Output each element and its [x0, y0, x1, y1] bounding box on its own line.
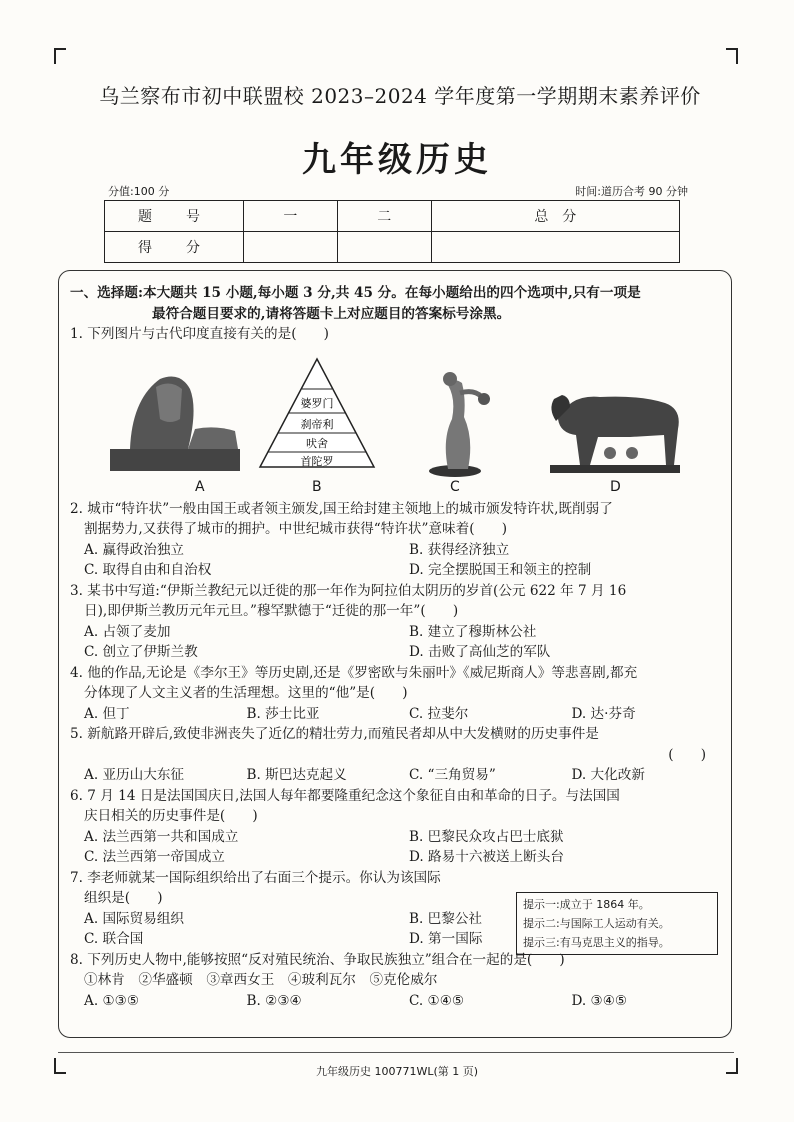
question-5-options — [70, 765, 720, 786]
question-2-option-b: B. 获得经济独立 — [409, 541, 510, 558]
question-8-text: 8. 下列历史人物中,能够按照“反对殖民统治、争取民族独立”组合在一起的是( ) — [70, 951, 565, 968]
question-1-text: 1. 下列图片与古代印度直接有关的是( ) — [70, 326, 329, 342]
question-7-hint-box — [516, 892, 718, 955]
she-wolf-image — [550, 395, 680, 473]
score-cell-part1 — [244, 232, 338, 263]
question-3-text-line1: 3. 某书中写道:“伊斯兰教纪元以迁徙的那一年作为阿拉伯太阴历的岁首(公元 622 年 7 月 16 — [70, 582, 627, 599]
question-8-option-c: C. ①④⑤ — [409, 992, 465, 1009]
hint-3: 提示三:有马克思主义的指导。 — [523, 936, 670, 949]
question-6-option-c: C. 法兰西第一帝国成立 — [84, 849, 225, 865]
footer-divider — [58, 1052, 734, 1053]
hint-2: 提示二:与国际工人运动有关。 — [523, 917, 670, 930]
time-note: 时间:道历合考 90 分钟 — [575, 185, 688, 198]
question-7-option-d: D. 第一国际 — [409, 931, 483, 947]
question-8-people: ①林肯 ②华盛顿 ③章西女王 ④玻利瓦尔 ⑤克伦威尔 — [84, 972, 438, 988]
question-6-option-a: A. 法兰西第一共和国成立 — [84, 828, 239, 845]
question-2-options — [70, 540, 720, 581]
question-5-text: 5. 新航路开辟后,致使非洲丧失了近亿的精壮劳力,而殖民者却从中大发横财的历史事件是 — [70, 726, 599, 742]
question-7-option-c: C. 联合国 — [84, 931, 144, 947]
question-1-figures — [70, 349, 720, 499]
question-6-options — [70, 827, 720, 868]
question-8-options — [70, 991, 720, 1012]
section-1-heading-line1: 一、选择题:本大题共 15 小题,每小题 3 分,共 45 分。在每小题给出的四个选项中,只有一项是 — [70, 285, 641, 301]
section-1-heading — [70, 283, 720, 324]
question-8-option-b: B. ②③④ — [246, 992, 302, 1009]
question-3-option-c: C. 创立了伊斯兰教 — [84, 644, 198, 660]
question-5-option-a: A. 亚历山大东征 — [84, 767, 185, 783]
question-8 — [70, 950, 720, 1012]
question-8-option-a: A. ①③⑤ — [84, 992, 140, 1009]
pyramid-level-1: 婆罗门 — [300, 396, 334, 410]
question-7-text-line1: 7. 李老师就某一国际组织给出了右面三个提示。你认为该国际 — [70, 869, 441, 886]
question-6-option-b: B. 巴黎民众攻占巴士底狱 — [409, 828, 564, 845]
question-4-option-c: C. 拉斐尔 — [409, 705, 469, 722]
question-4-text-line1: 4. 他的作品,无论是《李尔王》等历史剧,还是《罗密欧与朱丽叶》《威尼斯商人》等悲喜剧,都充 — [70, 664, 638, 681]
question-7-option-a: A. 国际贸易组织 — [84, 910, 185, 927]
question-6-text-line1: 6. 7 月 14 日是法国国庆日,法国人每年都要隆重纪念这个象征自由和革命的日子。与法国国 — [70, 787, 620, 804]
section-1-heading-line2: 最符合题目要求的,请将答题卡上对应题目的答案标号涂黑。 — [152, 305, 511, 322]
score-table-header-question: 题 号 — [105, 201, 244, 232]
question-2-option-a: A. 赢得政治独立 — [84, 541, 185, 558]
score-table-header-total: 总 分 — [431, 201, 679, 232]
question-4-options — [70, 704, 720, 725]
page-footer: 九年级历史 100771WL(第 1 页) — [315, 1065, 479, 1078]
question-4-option-b: B. 莎士比亚 — [246, 705, 320, 722]
question-1-images — [70, 349, 720, 499]
question-6 — [70, 786, 720, 868]
score-cell-total — [431, 232, 679, 263]
question-3-option-d: D. 击败了高仙芝的军队 — [409, 644, 551, 660]
discus-thrower-image — [429, 372, 490, 477]
question-4-option-a: A. 但丁 — [84, 705, 130, 722]
corner-mark-top-right — [726, 48, 738, 64]
score-table-row-label: 得 分 — [105, 232, 244, 263]
question-3 — [70, 581, 720, 663]
question-7-option-b: B. 巴黎公社 — [409, 910, 483, 927]
question-1-label-a: A — [195, 478, 205, 495]
question-3-options — [70, 622, 720, 663]
question-5-option-d: D. 大化改新 — [571, 767, 645, 783]
question-2-option-c: C. 取得自由和自治权 — [84, 562, 212, 578]
question-5-option-c: C. “三角贸易” — [409, 767, 496, 783]
question-6-option-d: D. 路易十六被送上断头台 — [409, 849, 564, 865]
hint-1: 提示一:成立于 1864 年。 — [523, 898, 650, 911]
question-1 — [70, 324, 720, 499]
question-5-paren: ( ) — [668, 746, 706, 763]
pyramid-level-3: 吠舍 — [306, 436, 328, 450]
question-4-option-d: D. 达·芬奇 — [571, 705, 636, 722]
question-3-text-line2: 日),即伊斯兰教历元年元旦。”穆罕默德于“迁徙的那一年”( ) — [84, 603, 459, 619]
score-cell-part2 — [337, 232, 431, 263]
score-table-header-part2: 二 — [337, 201, 431, 232]
question-2 — [70, 499, 720, 581]
exam-header-title: 乌兰察布市初中联盟校 2023–2024 学年度第一学期期末素养评价 — [99, 84, 701, 108]
question-8-option-d: D. ③④⑤ — [571, 992, 628, 1009]
corner-mark-top-left — [54, 48, 66, 64]
sphinx-image — [110, 376, 240, 470]
question-5 — [70, 724, 720, 786]
caste-pyramid-image — [260, 359, 374, 468]
question-1-label-d: D — [610, 478, 621, 495]
subject-title: 九年级历史 — [302, 140, 492, 180]
question-6-text-line2: 庆日相关的历史事件是( ) — [84, 808, 258, 824]
score-table-header-part1: 一 — [244, 201, 338, 232]
question-4-text-line2: 分体现了人文主义者的生活理想。这里的“他”是( ) — [84, 685, 408, 701]
question-4 — [70, 663, 720, 725]
score-table — [104, 200, 680, 263]
question-3-option-a: A. 占领了麦加 — [84, 623, 171, 640]
pyramid-level-2: 刹帝利 — [300, 417, 334, 431]
question-1-label-c: C — [450, 478, 460, 495]
question-5-option-b: B. 斯巴达克起义 — [246, 767, 347, 783]
pyramid-level-4: 首陀罗 — [300, 454, 334, 468]
question-7-text-line2: 组织是( ) — [84, 890, 163, 906]
score-note: 分值:100 分 — [108, 185, 170, 198]
question-1-label-b: B — [312, 478, 322, 495]
question-2-option-d: D. 完全摆脱国王和领主的控制 — [409, 562, 592, 578]
question-2-text-line1: 2. 城市“特许状”一般由国王或者领主颁发,国王给封建主领地上的城市颁发特许状,既削弱了 — [70, 500, 613, 517]
question-3-option-b: B. 建立了穆斯林公社 — [409, 623, 537, 640]
question-2-text-line2: 割据势力,又获得了城市的拥护。中世纪城市获得“特许状”意味着( ) — [84, 521, 508, 537]
